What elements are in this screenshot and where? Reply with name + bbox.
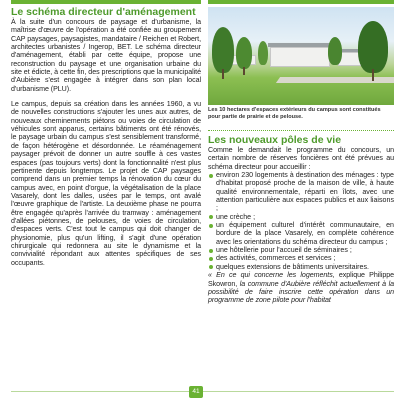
- list-item: une crèche ;: [208, 213, 394, 221]
- page-number: 41: [189, 386, 203, 398]
- right-column: [208, 0, 394, 305]
- quote-open: « En ce qui concerne les logements,: [208, 271, 335, 280]
- campus-photo: [208, 7, 394, 105]
- paragraph-intro: À la suite d'un concours de paysage et d'urbanisme, la maîtrise d'œuvre de l'opération a été confiée au groupement CAP paysages, paysagistes, mandataire / Reichen et Robert, architectes urbanistes / Ingerop, BET. Le schéma directeur d'aménagement, établi par cette équipe, propose une reconstruction du paysage et une organisation urbaine du site et édicte, à cette fin, des prescriptions que la municipalité d'Aubière s'est engagée à intégrer dans son plan local d'urbanisme (PLU).: [11, 18, 201, 93]
- paragraph-quote: [208, 271, 394, 304]
- list-item: un équipement culturel d'intérêt communautaire, en bordure de la place Vasarely, en complète cohérence avec les orientations du schéma directeur du campus ;: [208, 221, 394, 246]
- section-heading-poles: Les nouveaux pôles de vie: [208, 130, 394, 146]
- top-accent-bar: [11, 0, 201, 4]
- list-item: quelques extensions de bâtiments universitaires.: [208, 263, 394, 271]
- top-accent-bar-right: [208, 0, 394, 4]
- quote-attribution: explique Philippe Skowron,: [208, 271, 395, 288]
- paragraph-program: Comme le demandait le programme du concours, un certain nombre de réserves foncières ont été prévues au schéma directeur pour accueillir :: [208, 146, 394, 171]
- section-heading-schema: Le schéma directeur d'aménagement: [11, 6, 196, 18]
- paragraph-campus: Le campus, depuis sa création dans les années 1960, a vu de nouvelles constructions s'ajouter les unes aux autres, de nouveaux cheminements piétons ou voies de circulation de véhicules sont apparus, certains bâtiments ont été rénovés, le paysage urbain du campus s'est sensiblement transformé, de façon hétérogène et désordonnée. Le réaménagement paysager prévoit de donner un autre souffle à ces vastes espaces (pas toujours verts) dont la fonctionnalité n'est plus pertinente depuis longtemps. Le projet de CAP paysages comprend dans un premier temps la rénovation du cœur du campus avec, en point d'orgue, la végétalisation de la place Vasarely, dont les dalles, usées par le temps, ont avalé l'œuvre graphique de l'artiste. La deuxième phase ne pourra être engagée qu'après l'arrivée du tramway : aménagement d'allées piétonnes, de pelouses, de voies de circulation, d'espaces verts. C'est tout le campus qui doit changer de physionomie, plus qu'un lifting, il s'agit d'une opération chirurgicale qui redonnera au site le dynamisme et la convivialité répondant aux attentes spécifiques de ses occupants.: [11, 100, 201, 267]
- photo-caption: Les 10 hectares d'espaces extérieurs du campus sont constitués pour partie de prairie et de pelouse.: [208, 107, 381, 120]
- list-item: environ 230 logements à destination des ménages : type d'habitat proposé proche de la maison de ville, à haute qualité environnementale, réparti en îlots, avec une attention particulière aux espaces publics et aux liaisons ;: [208, 171, 394, 213]
- quote-text: la commune d'Aubière réfléchit actuellement à la possibilité de faire inscrire cette opération dans un programme de zone pilote pour l'habitat: [208, 279, 395, 305]
- list-item: des activités, commerces et services ;: [208, 254, 394, 262]
- facilities-list: [208, 171, 394, 271]
- left-column: [11, 0, 201, 267]
- list-item: une hôtellerie pour l'accueil de séminaires ;: [208, 246, 394, 254]
